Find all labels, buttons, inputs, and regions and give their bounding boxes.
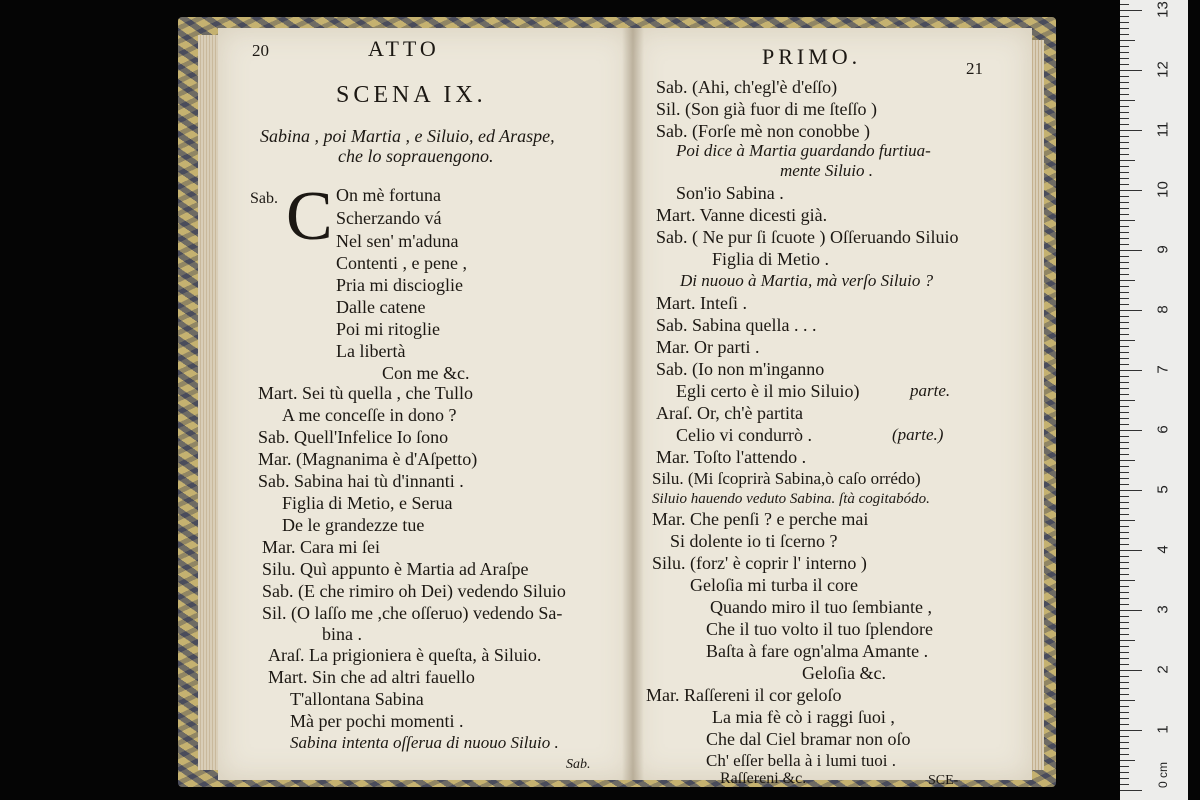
ruler-tick	[1120, 520, 1135, 521]
scene-title: SCENA IX.	[336, 82, 487, 108]
ruler-tick	[1120, 400, 1135, 401]
left-running-header: ATTO	[368, 36, 440, 61]
ruler-tick	[1120, 496, 1129, 497]
ruler-tick	[1120, 136, 1129, 137]
dialogue-line: Mà per pochi momenti .	[290, 711, 464, 731]
ruler-tick	[1120, 88, 1129, 89]
dialogue-line: A me conceſſe in dono ?	[282, 405, 457, 425]
ruler-tick	[1120, 40, 1135, 41]
ruler-tick	[1120, 208, 1129, 209]
ruler-tick	[1120, 424, 1129, 425]
verse-line: Pria mi discioglie	[336, 275, 463, 295]
ruler-tick	[1120, 310, 1142, 311]
dialogue-line: Mar. Toſto l'attendo .	[656, 447, 807, 467]
ruler-tick	[1120, 304, 1129, 305]
ruler-tick	[1120, 634, 1129, 635]
ruler-tick	[1120, 106, 1129, 107]
stage-direction: (parte.)	[892, 425, 944, 444]
ruler-number: 4	[1154, 545, 1172, 554]
ruler-tick	[1120, 94, 1129, 95]
stage-direction: Sabina , poi Martia , e Siluio, ed Araspe,	[260, 126, 555, 146]
ruler-tick	[1120, 502, 1129, 503]
ruler-tick	[1120, 148, 1129, 149]
verse-line: La libertà	[336, 341, 406, 361]
stage-direction: Poi dice à Martia guardando furtiua-	[676, 141, 931, 160]
dialogue-line: Sab. Quell'Infelice Io ſono	[258, 427, 449, 447]
ruler-tick	[1120, 604, 1129, 605]
ruler-tick	[1120, 4, 1129, 5]
dialogue-line: Mar. Or parti .	[656, 337, 760, 357]
dialogue-line: Araſ. Or, ch'è partita	[656, 403, 803, 423]
ruler-tick	[1120, 760, 1135, 761]
ruler-tick	[1120, 490, 1142, 491]
ruler-tick	[1120, 436, 1129, 437]
ruler-tick	[1120, 772, 1129, 773]
ruler-tick	[1120, 472, 1129, 473]
ruler-tick	[1120, 652, 1129, 653]
verse-line: Scherzando vá	[336, 208, 442, 228]
ruler-tick	[1120, 574, 1129, 575]
verse-line: Che il tuo volto il tuo ſplendore	[706, 619, 933, 639]
ruler-tick	[1120, 688, 1129, 689]
ruler-tick	[1120, 58, 1129, 59]
ruler-tick	[1120, 388, 1129, 389]
ruler-tick	[1120, 460, 1135, 461]
ruler-tick	[1120, 316, 1129, 317]
ruler-tick	[1120, 334, 1129, 335]
stage-direction: mente Siluio .	[780, 161, 874, 180]
dialogue-line: Mart. Sin che ad altri fauello	[268, 667, 475, 687]
ruler-tick	[1120, 640, 1135, 641]
verse-line: Geloſia &c.	[802, 663, 886, 683]
ruler-tick	[1120, 568, 1129, 569]
ruler-tick	[1120, 712, 1129, 713]
ruler-number: 3	[1154, 605, 1172, 614]
ruler-tick	[1120, 328, 1129, 329]
ruler-tick	[1120, 706, 1129, 707]
dialogue-line: Sab. (Forſe mè non conobbe )	[656, 121, 870, 141]
ruler-tick	[1120, 64, 1129, 65]
ruler-tick	[1120, 220, 1135, 221]
ruler-tick	[1120, 562, 1129, 563]
ruler-tick	[1120, 448, 1129, 449]
ruler-tick	[1120, 778, 1129, 779]
stage-direction: Siluio hauendo veduto Sabina. ſtà cogitabódo.	[652, 491, 930, 507]
dialogue-line: Mart. Sei tù quella , che Tullo	[258, 383, 473, 403]
dialogue-line: Sil. (O laſſo me ,che oſſeruo) vedendo Sa-	[262, 603, 563, 623]
ruler-tick	[1120, 628, 1129, 629]
ruler-tick	[1120, 742, 1129, 743]
ruler-tick	[1120, 718, 1129, 719]
ruler-tick	[1120, 112, 1129, 113]
ruler-tick	[1120, 34, 1129, 35]
dialogue-line: Mar. Cara mi ſei	[262, 537, 380, 557]
dialogue-line: Sab. Sabina hai tù d'innanti .	[258, 471, 464, 491]
ruler-number: 10	[1154, 181, 1172, 198]
ruler-tick	[1120, 118, 1129, 119]
ruler-tick	[1120, 214, 1129, 215]
ruler-tick	[1120, 406, 1129, 407]
ruler-tick	[1120, 382, 1129, 383]
dialogue-line: Sab. (Io non m'inganno	[656, 359, 825, 379]
ruler-tick	[1120, 256, 1129, 257]
ruler-tick	[1120, 28, 1129, 29]
ruler-tick	[1120, 508, 1129, 509]
dialogue-line: Egli certo è il mio Siluio)	[676, 381, 860, 401]
ruler-tick	[1120, 184, 1129, 185]
ruler-number: 12	[1154, 61, 1172, 78]
ruler-tick	[1120, 748, 1129, 749]
ruler-tick	[1120, 724, 1129, 725]
ruler-tick	[1120, 70, 1142, 71]
ruler-tick	[1120, 154, 1129, 155]
verse-line: Contenti , e pene ,	[336, 253, 467, 273]
stage-direction: Di nuouo à Martia, mà verſo Siluio ?	[680, 271, 934, 290]
ruler-tick	[1120, 286, 1129, 287]
dialogue-line: Silu. Quì appunto è Martia ad Araſpe	[262, 559, 529, 579]
left-page-number: 20	[252, 41, 269, 60]
ruler-tick	[1120, 190, 1142, 191]
book-gutter	[622, 28, 644, 780]
ruler-tick	[1120, 556, 1129, 557]
ruler-tick	[1120, 22, 1129, 23]
ruler-tick	[1120, 526, 1129, 527]
verse-line: Geloſia mi turba il core	[690, 575, 858, 595]
ruler-tick	[1120, 292, 1129, 293]
dialogue-line: Sab. ( Ne pur ſi ſcuote ) Oſſeruando Siluio	[656, 227, 959, 247]
ruler-number: 9	[1154, 245, 1172, 254]
ruler-tick	[1120, 358, 1129, 359]
ruler-number: 2	[1154, 665, 1172, 674]
speaker-label: Sab.	[250, 190, 278, 207]
ruler-tick	[1120, 376, 1129, 377]
ruler-tick	[1120, 160, 1135, 161]
ruler-tick	[1120, 442, 1129, 443]
ruler-tick	[1120, 454, 1129, 455]
stage-direction: che lo soprauengono.	[338, 146, 494, 166]
ruler-tick	[1120, 10, 1142, 11]
ruler-tick	[1120, 370, 1142, 371]
ruler-tick	[1120, 538, 1129, 539]
ruler-tick	[1120, 466, 1129, 467]
ruler-tick	[1120, 130, 1142, 131]
ruler-tick	[1120, 412, 1129, 413]
ruler-tick	[1120, 700, 1135, 701]
ruler-tick	[1120, 352, 1129, 353]
ruler-tick	[1120, 670, 1142, 671]
ruler-tick	[1120, 244, 1129, 245]
dialogue-line: Celio vi condurrò .	[676, 425, 812, 445]
ruler-tick	[1120, 616, 1129, 617]
ruler-tick	[1120, 274, 1129, 275]
dialogue-line: Mart. Vanne dicesti già.	[656, 205, 828, 225]
ruler-tick	[1120, 346, 1129, 347]
ruler-tick	[1120, 610, 1142, 611]
ruler-tick	[1120, 586, 1129, 587]
ruler-tick	[1120, 178, 1129, 179]
ruler-tick	[1120, 514, 1129, 515]
ruler-tick	[1120, 622, 1129, 623]
verse-line: Raſſereni &c.	[720, 770, 807, 787]
ruler-number: 13	[1154, 1, 1172, 18]
catchword: Sab.	[566, 757, 591, 772]
dialogue-line: Sil. (Son già fuor di me ſteſſo )	[656, 99, 877, 119]
ruler-tick	[1120, 340, 1135, 341]
verse-line: Che dal Ciel bramar non oſo	[706, 729, 911, 749]
ruler-tick	[1120, 484, 1129, 485]
dialogue-line: T'allontana Sabina	[290, 689, 424, 709]
ruler-tick	[1120, 394, 1129, 395]
ruler-tick	[1120, 592, 1129, 593]
ruler-tick	[1120, 298, 1129, 299]
catchword: SCE-	[928, 773, 959, 788]
dialogue-line: Araſ. La prigioniera è queſta, à Siluio.	[268, 645, 542, 665]
ruler-tick	[1120, 82, 1129, 83]
ruler-tick	[1120, 580, 1135, 581]
dialogue-line: Mar. (Magnanima è d'Aſpetto)	[258, 449, 478, 469]
ruler-number: 5	[1154, 485, 1172, 494]
page-edges-left	[198, 35, 220, 770]
ruler-tick	[1120, 268, 1129, 269]
dialogue-line: De le grandezze tue	[282, 515, 425, 535]
ruler-tick	[1120, 322, 1129, 323]
dialogue-line: Figlia di Metio .	[712, 249, 829, 269]
verse-line: On mè fortuna	[336, 185, 441, 205]
ruler-tick	[1120, 196, 1129, 197]
ruler-tick	[1120, 658, 1129, 659]
page-edges-right	[1030, 40, 1044, 770]
ruler-tick	[1120, 238, 1129, 239]
ruler-number: 6	[1154, 425, 1172, 434]
right-page-number: 21	[966, 59, 983, 78]
verse-line: Nel sen' m'aduna	[336, 231, 459, 251]
dialogue-line: Sab. (E che rimiro oh Dei) vedendo Siluio	[262, 581, 566, 601]
verse-line: Dalle catene	[336, 297, 426, 317]
ruler-tick	[1120, 166, 1129, 167]
ruler-tick	[1120, 664, 1129, 665]
dialogue-line: Silu. (forz' è coprir l' interno )	[652, 553, 867, 573]
verse-line: Baſta à fare ogn'alma Amante .	[706, 641, 929, 661]
verse-line: Poi mi ritoglie	[336, 319, 441, 339]
verse-line: Quando miro il tuo ſembiante ,	[710, 597, 932, 617]
ruler-tick	[1120, 694, 1129, 695]
dialogue-line: Si dolente io ti ſcerno ?	[670, 531, 838, 551]
ruler-tick	[1120, 784, 1129, 785]
measuring-ruler	[1120, 0, 1188, 800]
ruler-tick	[1120, 544, 1129, 545]
verse-line: Con me &c.	[382, 363, 470, 383]
ruler-number: 7	[1154, 365, 1172, 374]
ruler-tick	[1120, 676, 1129, 677]
ruler-tick	[1120, 202, 1129, 203]
ruler-tick	[1120, 532, 1129, 533]
stage-direction: Sabina intenta oſſerua di nuouo Siluio .	[290, 733, 559, 752]
verse-line: La mia fè cò i raggi ſuoi ,	[712, 707, 895, 727]
drop-cap: C	[286, 178, 333, 255]
ruler-tick	[1120, 142, 1129, 143]
ruler-tick	[1120, 430, 1142, 431]
dialogue-line: Mar. Che penſi ? e perche mai	[652, 509, 869, 529]
dialogue-line: Mart. Inteſi .	[656, 293, 747, 313]
ruler-number: 11	[1154, 121, 1172, 138]
ruler-tick	[1120, 790, 1142, 791]
dialogue-line: Mar. Raſſereni il cor geloſo	[646, 685, 842, 705]
ruler-tick	[1120, 598, 1129, 599]
ruler-tick	[1120, 364, 1129, 365]
right-running-header: PRIMO.	[762, 44, 862, 69]
ruler-tick	[1120, 262, 1129, 263]
ruler-number: 8	[1154, 305, 1172, 314]
ruler-tick	[1120, 250, 1142, 251]
ruler-tick	[1120, 226, 1129, 227]
ruler-tick	[1120, 754, 1129, 755]
dialogue-line: Figlia di Metio, e Serua	[282, 493, 453, 513]
ruler-tick	[1120, 646, 1129, 647]
ruler-tick	[1120, 76, 1129, 77]
ruler-tick	[1120, 766, 1129, 767]
ruler-tick	[1120, 478, 1129, 479]
ruler-tick	[1120, 52, 1129, 53]
dialogue-line: bina .	[322, 624, 362, 644]
ruler-tick	[1120, 418, 1129, 419]
dialogue-line: Sab. (Ahi, ch'egl'è d'eſſo)	[656, 77, 838, 97]
ruler-tick	[1120, 172, 1129, 173]
ruler-tick	[1120, 100, 1135, 101]
stage-direction: parte.	[910, 381, 951, 400]
ruler-tick	[1120, 16, 1129, 17]
ruler-tick	[1120, 124, 1129, 125]
ruler-tick	[1120, 550, 1142, 551]
dialogue-line: Silu. (Mi ſcoprirà Sabina,ò caſo orrédo)	[652, 469, 921, 488]
verse-line: Ch' eſſer bella à i lumi tuoi .	[706, 751, 897, 770]
dialogue-line: Son'io Sabina .	[676, 183, 784, 203]
ruler-number: 1	[1154, 725, 1172, 734]
ruler-tick	[1120, 736, 1129, 737]
ruler-tick	[1120, 280, 1135, 281]
ruler-tick	[1120, 682, 1129, 683]
dialogue-line: Sab. Sabina quella . . .	[656, 315, 817, 335]
ruler-tick	[1120, 730, 1142, 731]
ruler-tick	[1120, 232, 1129, 233]
ruler-unit-label: 0 cm	[1156, 762, 1170, 789]
ruler-tick	[1120, 46, 1129, 47]
